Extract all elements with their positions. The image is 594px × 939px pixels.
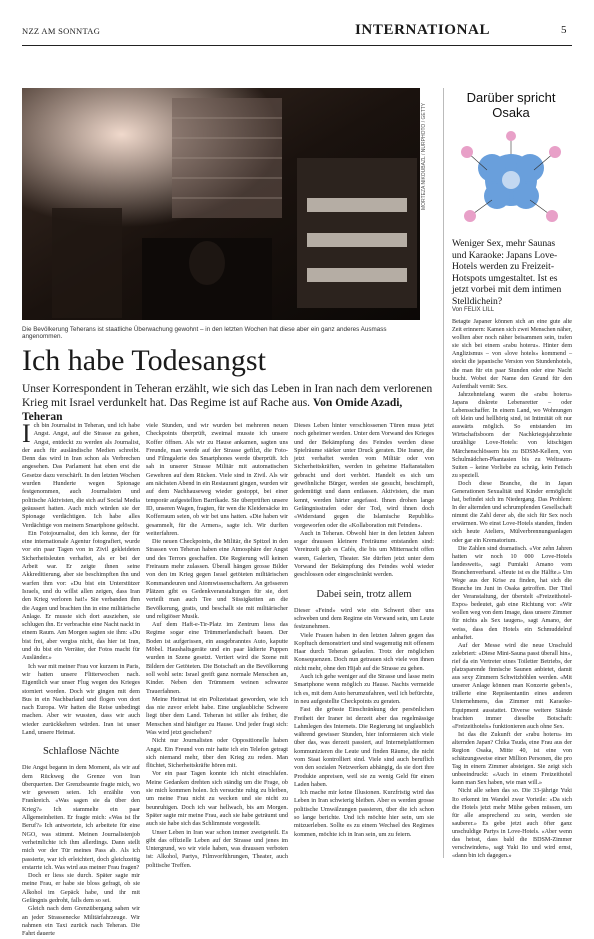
paragraph: Ein Fotojournalist, den ich kenne, der für eine internationale Agentur fotografiert, wurde vor ein paar Tagen von in Zivil gekleideten Sicherheitsleuten verhaftet, als er bei der Arbeit war. Er zeigte ihnen seine Akkreditierung, aber sie beschimpften ihn und warfen ihm vor: «Du bist ein Unterstützer Israels, und du willst allen zeigen, dass Iran den Krieg verloren hat!» Sie verbanden ihm die Augen und brachten ihn in eine militärische Anlage. Er musste sich dort ausziehen, sie schlugen ihn. Er verbrachte eine Nacht nackt in einem Raum. Am Morgen sagten sie ihm: «Du bist frei, aber vergiss nicht, das hier ist Iran, und du bist ein Verräter, der Fotos macht für Ausländer.»: [22, 529, 140, 662]
sidebar-kicker: Darüber spricht Osaka: [466, 90, 556, 120]
article-photo: [22, 88, 420, 320]
article-lead: [22, 382, 442, 424]
article-column-2: [146, 422, 288, 870]
article-column-1: [22, 419, 140, 939]
paragraph: Auf dem Haft-e-Tir-Platz im Zentrum liess das Regime sogar eine Trümmerlandschaft bauen. Der Boden ist aufgerissen, ein ausgebranntes Auto, kaputte Möbel. Haushaltsgeräte und ein paar lädierte Puppen wurden in Szene gesetzt. Vertiert wird die Szene mit Bildern der Getöteten. Die Botschaft an die Bevölkerung soll wohl sein: Israel greift ganz normale Menschen an, Kinder. Neben den Trümmern weinen schwarze Trauerfahnen.: [146, 621, 288, 695]
paragraph: Meine Heimat ist ein Polizeistaat geworden, wie ich das nie zuvor erlebt habe. Eine unglaubliche Schwere liegt über dem Land. Teheran ist stiller als früher, die Menschen sind häufiger zu Hause. Und jeder fragt sich: Was wird jetzt geschehen?: [146, 695, 288, 736]
subheading: Schlaflose Nächte: [42, 746, 120, 758]
lead-text: Unser Korrespondent in Teheran erzählt, wie sich das Leben in Iran nach dem verlorenen Krieg mit Israel verdunkelt hat. Das Regime ist auf Rache aus.: [22, 383, 433, 409]
sidebar-headline: Weniger Sex, mehr Saunas und Karaoke: Japans Love-Hotels werden zu Freizeit-Hotspots umgestaltet. Ist es jetzt vorbei mit dem intimen Stelldichein?: [452, 238, 562, 307]
paragraph: Ich war mit meiner Frau vor kurzem in Paris, wir hatten unsere Flitterwochen nach. Eigentlich war unser Flug wegen des Krieges storniert worden. Doch wir gingen mit dem Bus in ein Nachbarland und flogen von dort nach Europa. Wir hatten die Reise unbedingt machen. Aber wir wussten, dass wir auch wieder zurückkehren würden. Iran ist unser Land, unsere Heimat.: [22, 662, 140, 736]
paragraph: Doch er liess sie durch. Später sagte mir meine Frau, er habe sie bloss gefragt, ob sie Alkohol im Gepäck habe, und ihr mit Gefängnis gedroht, falls dem so sei.: [22, 872, 140, 905]
masthead-page-number: 5: [561, 24, 567, 36]
paragraph: Auch ich gehe weniger auf die Strasse und lasse mein Smartphone wenn möglich zu Hause. Nachts vermeide ich es, mit dem Auto herumzufahren, weil ich befürchte, in neu aufgestellte Checkpoints zu geraten.: [294, 673, 434, 705]
drop-cap: I: [22, 419, 31, 448]
paragraph: Nicht nur Journalisten oder Oppositionelle haben Angst. Ein Freund von mir hatte ich ein Telefon getragt sich niemand mehr, über den Krieg zu reden. Man flüchtet, Sicherheitskräfte hören mit.: [146, 737, 288, 770]
paragraph-text: ch bin Journalist in Teheran, und ich habe Angst. Angst, auf die Strasse zu gehen, Angst, entdeckt zu werden als Journalist, der auch für ausländische Medien schreibt. Denn das wird in Iran schon als Verbrechen angesehen. Das Parlament hat eben erst die Gesetze dazu verschärft. In den letzten Wochen wurden Hunderte wegen Spionage festgenommen, auch Journalisten und politische Aktivisten, die sich auf Social Media geäussert hatten. Auch mich würden sie der Spionage verdächtigen. Ich habe alles Verdächtige von meinem Smartphone gelöscht.: [22, 422, 140, 529]
paragraph: Auch in Teheran. Obwohl hier in den letzten Jahren sogar draussen kleinere Freiräume entstanden sind: Vereinzelt gab es Cafés, die bis um Mitternacht offen waren, Galerien, Theater. Sie dürften jetzt unter dem Vorwand der Bekämpfung des Feindes wohl wieder geschlossen oder eingeschränkt werden.: [294, 529, 434, 579]
photo-credit: MORTEZA NIKOUBAZL / NURPHOTO / GETTY: [421, 102, 427, 210]
photo-caption: Die Bevölkerung Teherans ist staatliche Überwachung gewohnt – in den letzten Wochen hat diese aber ein ganz anderes Ausmass angenommen.: [22, 326, 387, 340]
byline: Von Omide Azadi, Teheran: [22, 397, 403, 423]
paragraph: Gleich nach dem Grenzübergang sahen wir an jeder Strassenecke Militärfahrzeuge. Wir nahmen ein Taxi zurück nach Teheran. Die Fahrt dauerte: [22, 905, 140, 938]
masthead-paper-name: NZZ AM SONNTAG: [22, 26, 101, 36]
paragraph: Dieses Leben hinter verschlossenen Türen muss jetzt noch geheimer werden. Unter dem Vorwand des Krieges und der Bekämpfung des Feindes werden diese Spielräume stärker unter Druck geraten. Die Iraner, die jetzt verhaftet werden vom Militär oder von Sicherheitskräften, werden in geheime Haftanstalten gebracht und dort verhört. Handelt es sich um gewöhnliche Bürger, werden sie gesucht, beschimpft, gedemütigt und dann entlassen. Aktivisten, die man kennt, werden härter angefasst. Ihnen drohen lange Gefängnisstrafen oder der Tod, wird ihnen doch «Widerstand gegen die Islamische Republik» vorgeworfen oder die «Kollaboration mit Feinden».: [294, 422, 434, 529]
photo-illustration: [22, 88, 420, 320]
paragraph: Die Angst begann in dem Moment, als wir auf dem Rückweg die Grenze von Iran überquerten. Der Grenzbeamte fragte mich, wo wir gewesen seien. Ich erzählte von Frankreich. «Was sagen sie da über den Krieg?» Ich stammelte ein paar Allgemeinheiten. Er fragte mich: «Was ist Ihr Beruf?» Ich antwortete, ich arbeitete für eine NGO, was stimmt. Meinen Journalistenjob verheimlichte ich ihm allerdings. Dann stellt mich vor der Tür meines Pass ab. Als ich passierte, war ich erleichtert, doch gleichzeitig erstarrte ich. Was wird aus meiner Frau fragen?: [22, 764, 140, 871]
paragraph: Die neuen Checkpoints, die Militär, die Spitzel in den Strassen von Teheran haben eine Atmosphäre der Angst und des Terrors geschaffen. Die Regierung will keinen Freiraum mehr zulassen. Überall hängen grosse Bilder von den im Krieg gegen Israel getöteten militärischen Kommandeuren und Atomwissenschaftern. An grösseren Plätzen gibt es Gedenkveranstaltungen für sie, dort verteilt man auch Tee und Süssigkeiten an die Bevölkerung, gratis, und beschallt sie mit militärischer und religiöser Musik.: [146, 538, 288, 620]
paragraph: Vor ein paar Tagen konnte ich nicht einschlafen. Meine Gedanken drehten sich ständig um die Frage, ob sie mich kommen holen. Ich versuchte ruhig zu bleiben, um meine Frau nicht zu wecken und sie nicht zu beunruhigen. Doch ich war hellwach, bis am Morgen. Später sagte mir meine Frau, auch sie habe geträumt und auch sie habe sich das Schlimmste vorgestellt.: [146, 770, 288, 828]
subheading: Dabei sein, trotz allem: [316, 588, 412, 600]
sidebar-illustration: [452, 130, 570, 230]
paragraph: [22, 419, 140, 530]
paragraph: Doch diese Branche, die in Japan Generationen Sexualität und Kinder ermöglicht hat, befindet sich im Niedergang. Das Problem: In der alternden und schrumpfenden Gesellschaft nimmt die Zahl derer ab, die sich für Sex noch erwärmen. Wo einst Love-Hotels standen, finden sich heute Ateliers, Mülverbrennungsanlagen oder gar ein Krematorium.: [452, 480, 572, 544]
paragraph: Ich mache mir keine Illusionen. Kurzfristig wird das Leben in Iran schwierig bleiben. Aber es werden grosse politische Umwälzungen passieren, über die ich schon so lange berichte. Und ich möchte hier sein, um sie mitzuerleben. Sollte es zu einem Wechsel des Regimes kommen, möchte ich in Iran sein, um zu feiern.: [294, 789, 434, 838]
top-rule: [22, 45, 572, 46]
sidebar-body: [452, 318, 572, 860]
paragraph: Ist das die Zukunft der «rabu hoteru» im alternden Japan? Chika Tsuda, eine Frau aus der Region Osaka, Mitte 40, ist eine von schätzungsweise einer Million Personen, die pro Tag in einem Zimmer absteigen. Sie zeigt sich unbeeindruckt: «Auch in einem Freizeithotel kann man Sex haben, wie man will.»: [452, 731, 572, 787]
paragraph: Jahrzehntelang waren die «rabu hoteru» Japans diskrete Lebensretter – oder Lebensschaffer. In einem Land, wo Wohnungen oft klein und hellhörig sind, ist Intimität oft nur auswärts möglich. So entstanden im Wirtschaftsboom der Nachkriegsjahrzehnte unzählige Love-Hotels: von kitschigen Märchenschlössern bis zu BDSM-Kellern, von Schulmädchen-Phantasien bis zu Weltraum-Suiten – keine Vorliebe zu schräg, kein Fetisch zu speziell.: [452, 391, 572, 479]
sidebar-divider: [443, 88, 444, 858]
paragraph: Fast die grösste Einschränkung der persönlichen Freiheit der Iraner ist derzeit aber das regelmässige Lahmlegen des Internets. Die Regierung ist unglaublich während gewisser Stunden, hier informieren sich viele über das, was derzeit passiert, auf Internetplattformen kommunizieren die Leute und finden Räume, die nicht vom Staat kontrolliert sind. Viele sind auch beruflich von den sozialen Netzwerken abhängig, da sie dort ihre Produkte anpreisen, weil sie zu wenig Geld für einen Laden haben.: [294, 706, 434, 788]
sidebar-author: Von FELIX LILL: [452, 307, 495, 313]
paragraph: Viele Frauen haben in den letzten Jahren gegen das Kopftuch demonstriert und sind wagemutig mit offenem Haar durch Teheran gelaufen. Trotz der möglichen Konsequenzen. Doch nun getrauen sich viele von ihnen nicht mehr, ohne den Hijab auf die Strasse zu gehen.: [294, 631, 434, 672]
paragraph: Nicht alle sehen das so. Die 33-jährige Yuki Ito erkennt im Wandel zwar Vorteile: «Da sich die Hotels jetzt mehr Mühe geben müssen, um für alle ansprechend zu sein, werden sie sauberer.» Es gebe jetzt auch öfter ganz unschuldige Partys in Love-Hotels. «Aber wenn das heisst, dass bald die BDSM-Zimmer verschwinden», sagt Yuki Ito und wird ernst, «dann bin ich dagegen.»: [452, 788, 572, 860]
masthead-section-title: INTERNATIONAL: [355, 22, 491, 38]
paragraph: viele Stunden, und wir wurden bei mehreren neuen Checkpoints überprüft, zweimal musste ich unsere Koffer öffnen. Als wir zu Hause ankamen, sagten uns Freunde, man werde auf der Strasse gefilzt, die Foto- und Filmgalerie des Smartphones werde überprüft. Ich sah in unserer Strasse Militär mit automatischen Gewehren auf dem Rücken. Viele sind in Zivil. Als wir am nächsten Abend in ein Restaurant gingen, wurden wir auf dem Nachhauseweg wieder gestoppt, bei einer temporär aufgestellten Barrikade. Sie überprüften unsere ID, unseren Wagen, fragten, für wen die Kleidersäcke im Kofferraum seien, ob wir bei uns hatten. «Die haben wir gesammelt, für die Armen», sagte ich. Wir durften weiterfahren.: [146, 422, 288, 537]
paragraph: Unser Leben in Iran war schon immer zweigeteilt. Es gibt das offizielle Leben auf der Strasse und jenes im Untergrund, wo wir viele haben, was draussen verboten ist: Alkohol, Partys, Filmvorführungen, Theater, auch politische Treffen.: [146, 828, 288, 869]
paragraph: Auf der Messe wird die neue Unschuld zelebriert: «Diese Mini-Sauna passt überall hin», rief da ein Vertreter eines Toiletter Betriebs, der platzsparende finnische Saunen anbietet, damit aus sexy Zimmern Schwitzhöhlen werden. «Mit unserer Anlage können man Konzerte geben!», trällerte eine Repräsentantin eines anderen Unternehmens, das Zimmer mit Karaoke-Equipment ausstattet. Diverse weitere Stände brachten immer dieselbe Botschaft: «Freizeithotels» funktionieren auch ohne Sex.: [452, 642, 572, 730]
paragraph: Dieser «Feind» wird wie ein Schwert über uns schweben und dem Regime ein Vorwand sein, um Leute festzunehmen.: [294, 606, 434, 631]
article-headline: Ich habe Todesangst: [22, 344, 266, 377]
paragraph: Betagte Japaner können sich an eine gute alte Zeit erinnern: Kamen sich zwei Menschen näher, wollten aber noch näher beisammen sein, trafen sie sich bei einem «rabu hoteru». Hinter dem Anglizismus – von «love hotels» kommend – steckt die japanische Version von Stundenhotels, die man für ein paar Stunden oder eine Nacht bucht. Wobei der Name den Grund für den Aufenthalt verrät: Sex.: [452, 319, 572, 390]
article-column-3: [294, 422, 434, 839]
paragraph: Die Zahlen sind dramatisch. «Vor zehn Jahren hatten wir noch 10 000 Love-Hotels landesweit», sagt Fumiaki Amano vom Branchenverband. «Heute ist es die Hälfte.» Um Wege aus der Krise zu finden, hat sich die Branche im Juni in Osaka getroffen. Der Titel der Veranstaltung, der überstelt «Freizeithotel-Expo» bedeutet, gab eine Richtung vor: «Wir wollen weg von dem Image, dass unsere Zimmer für nichts als Sex taugen», sagt Amano, der weiss, dass den Hotels ein Schmuddelruf anhaftet.: [452, 545, 572, 641]
